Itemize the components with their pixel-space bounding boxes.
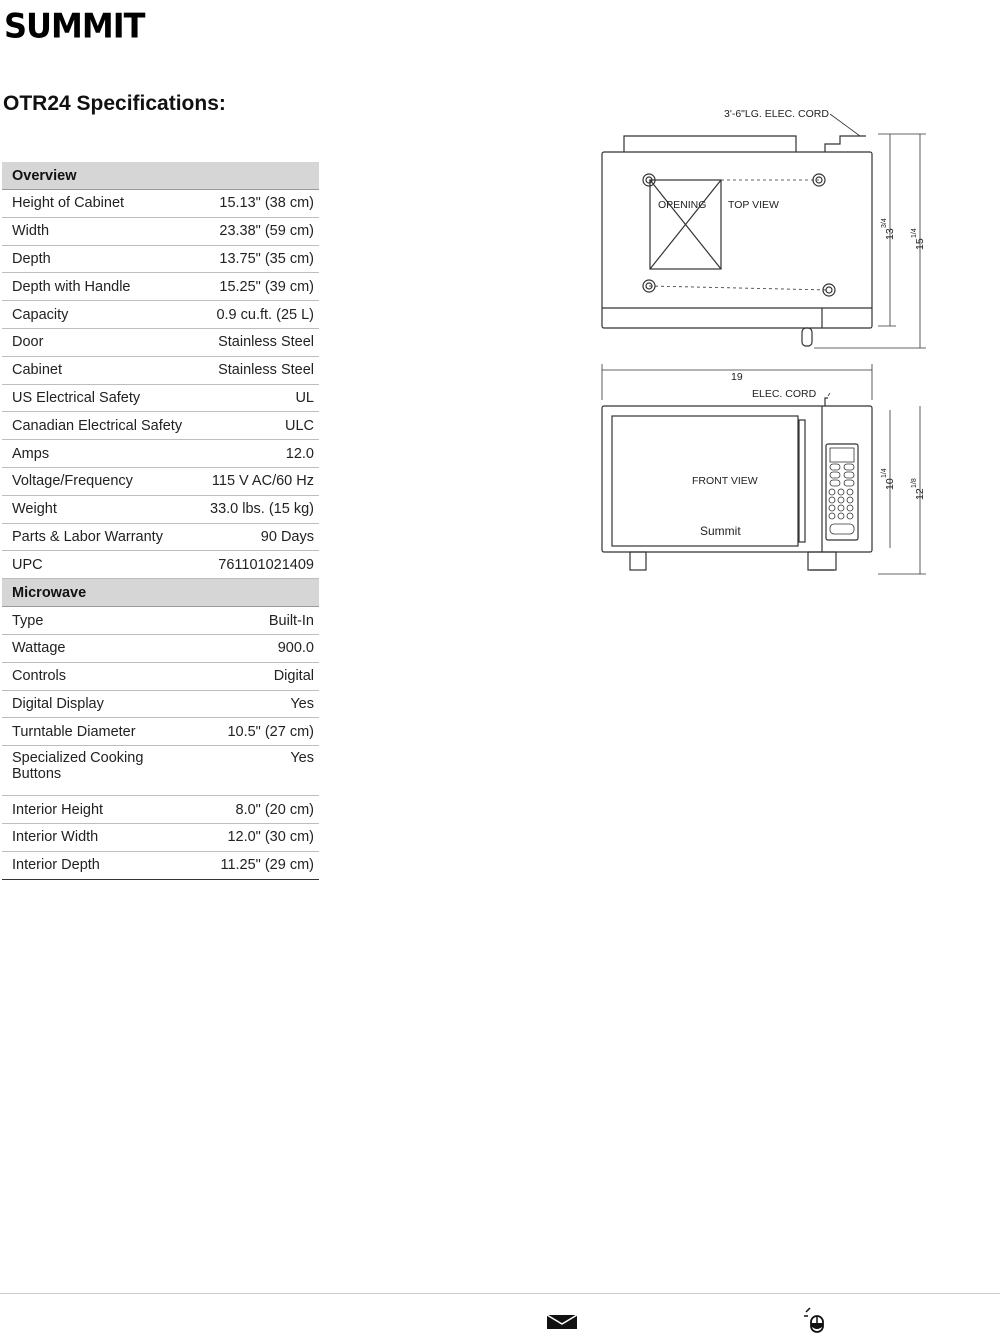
spec-label: UPC	[2, 551, 200, 579]
elec-cord-label: ELEC. CORD	[752, 388, 817, 400]
spec-label: Turntable Diameter	[2, 718, 200, 746]
spec-label: Voltage/Frequency	[2, 467, 200, 495]
spec-value: 115 V AC/60 Hz	[200, 467, 319, 495]
spec-row	[2, 356, 319, 384]
spec-label: Height of Cabinet	[2, 190, 200, 218]
spec-label: Digital Display	[2, 690, 200, 718]
spec-row	[2, 245, 319, 273]
depth-top-dim-frac: 3/4	[881, 218, 888, 228]
spec-value: Digital	[200, 662, 319, 690]
spec-label: Cabinet	[2, 356, 200, 384]
spec-row	[2, 273, 319, 301]
spec-row	[2, 190, 319, 218]
spec-value: Yes	[200, 690, 319, 718]
spec-value: 15.25" (39 cm)	[200, 273, 319, 301]
spec-label: Amps	[2, 440, 200, 468]
cord-label: 3'-6"LG. ELEC. CORD	[724, 108, 829, 120]
spec-value: 15.13" (38 cm)	[200, 190, 319, 218]
height-dim-label: 12	[914, 488, 926, 500]
section-heading: Microwave	[2, 579, 319, 607]
spec-row	[2, 690, 319, 718]
section-heading: Overview	[2, 162, 319, 190]
spec-value: 23.38" (59 cm)	[200, 217, 319, 245]
opening-label: OPENING	[658, 199, 707, 211]
spec-table	[2, 162, 319, 880]
brand-logo: SUMMIT	[4, 6, 145, 46]
spec-value: 10.5" (27 cm)	[200, 718, 319, 746]
spec-label: Interior Depth	[2, 851, 200, 879]
mouse-icon[interactable]	[802, 1306, 826, 1334]
spec-label: Type	[2, 607, 200, 635]
spec-label: Capacity	[2, 301, 200, 329]
spec-value: 12.0" (30 cm)	[200, 823, 319, 851]
keypad	[829, 448, 854, 534]
spec-row	[2, 384, 319, 412]
spec-label: Parts & Labor Warranty	[2, 523, 200, 551]
spec-value: 900.0	[200, 634, 319, 662]
spec-value: 8.0" (20 cm)	[200, 796, 319, 824]
spec-value: Stainless Steel	[200, 328, 319, 356]
spec-value: 11.25" (29 cm)	[200, 851, 319, 879]
spec-value: Built-In	[200, 607, 319, 635]
spec-row	[2, 823, 319, 851]
spec-row	[2, 662, 319, 690]
spec-value: 761101021409	[200, 551, 319, 579]
spec-label: Wattage	[2, 634, 200, 662]
spec-value: UL	[200, 384, 319, 412]
spec-label: Interior Width	[2, 823, 200, 851]
section-header	[2, 162, 319, 190]
top-view-outline	[602, 114, 926, 348]
height-dim-frac: 1/8	[911, 478, 918, 488]
spec-row	[2, 746, 319, 796]
spec-label: Depth with Handle	[2, 273, 200, 301]
spec-value: 0.9 cu.ft. (25 L)	[200, 301, 319, 329]
depth-top-dim-label: 13	[884, 228, 896, 240]
front-view-label: FRONT VIEW	[692, 475, 758, 487]
depth-handle-dim-label: 15	[914, 238, 926, 250]
spec-row	[2, 412, 319, 440]
page-title: OTR24 Specifications:	[3, 92, 226, 115]
spec-row	[2, 301, 319, 329]
dimension-drawing	[590, 100, 935, 590]
section-header	[2, 579, 319, 607]
spec-label: Interior Height	[2, 796, 200, 824]
spec-label: US Electrical Safety	[2, 384, 200, 412]
front-brand-label: Summit	[700, 524, 741, 538]
height-inner-dim-label: 10	[884, 478, 896, 490]
spec-row	[2, 495, 319, 523]
spec-label: Specialized Cooking Buttons	[2, 746, 200, 796]
spec-row	[2, 851, 319, 879]
spec-row	[2, 796, 319, 824]
spec-row	[2, 634, 319, 662]
depth-handle-dim-frac: 1/4	[911, 228, 918, 238]
spec-row	[2, 217, 319, 245]
spec-label: Weight	[2, 495, 200, 523]
spec-value: Stainless Steel	[200, 356, 319, 384]
top-view-label: TOP VIEW	[728, 199, 779, 211]
spec-row	[2, 523, 319, 551]
spec-label: Controls	[2, 662, 200, 690]
spec-label: Depth	[2, 245, 200, 273]
envelope-icon[interactable]	[546, 1310, 578, 1332]
spec-value: Yes	[200, 746, 319, 796]
spec-label: Width	[2, 217, 200, 245]
footer-divider	[0, 1293, 1000, 1294]
spec-row	[2, 467, 319, 495]
spec-label: Canadian Electrical Safety	[2, 412, 200, 440]
height-inner-dim-frac: 1/4	[881, 468, 888, 478]
width-dim-label: 19	[731, 371, 743, 383]
spec-row	[2, 551, 319, 579]
spec-value: 90 Days	[200, 523, 319, 551]
spec-label: Door	[2, 328, 200, 356]
spec-row	[2, 718, 319, 746]
spec-value: 33.0 lbs. (15 kg)	[200, 495, 319, 523]
spec-value: 13.75" (35 cm)	[200, 245, 319, 273]
spec-row	[2, 440, 319, 468]
spec-value: ULC	[200, 412, 319, 440]
spec-value: 12.0	[200, 440, 319, 468]
spec-row	[2, 607, 319, 635]
spec-row	[2, 328, 319, 356]
